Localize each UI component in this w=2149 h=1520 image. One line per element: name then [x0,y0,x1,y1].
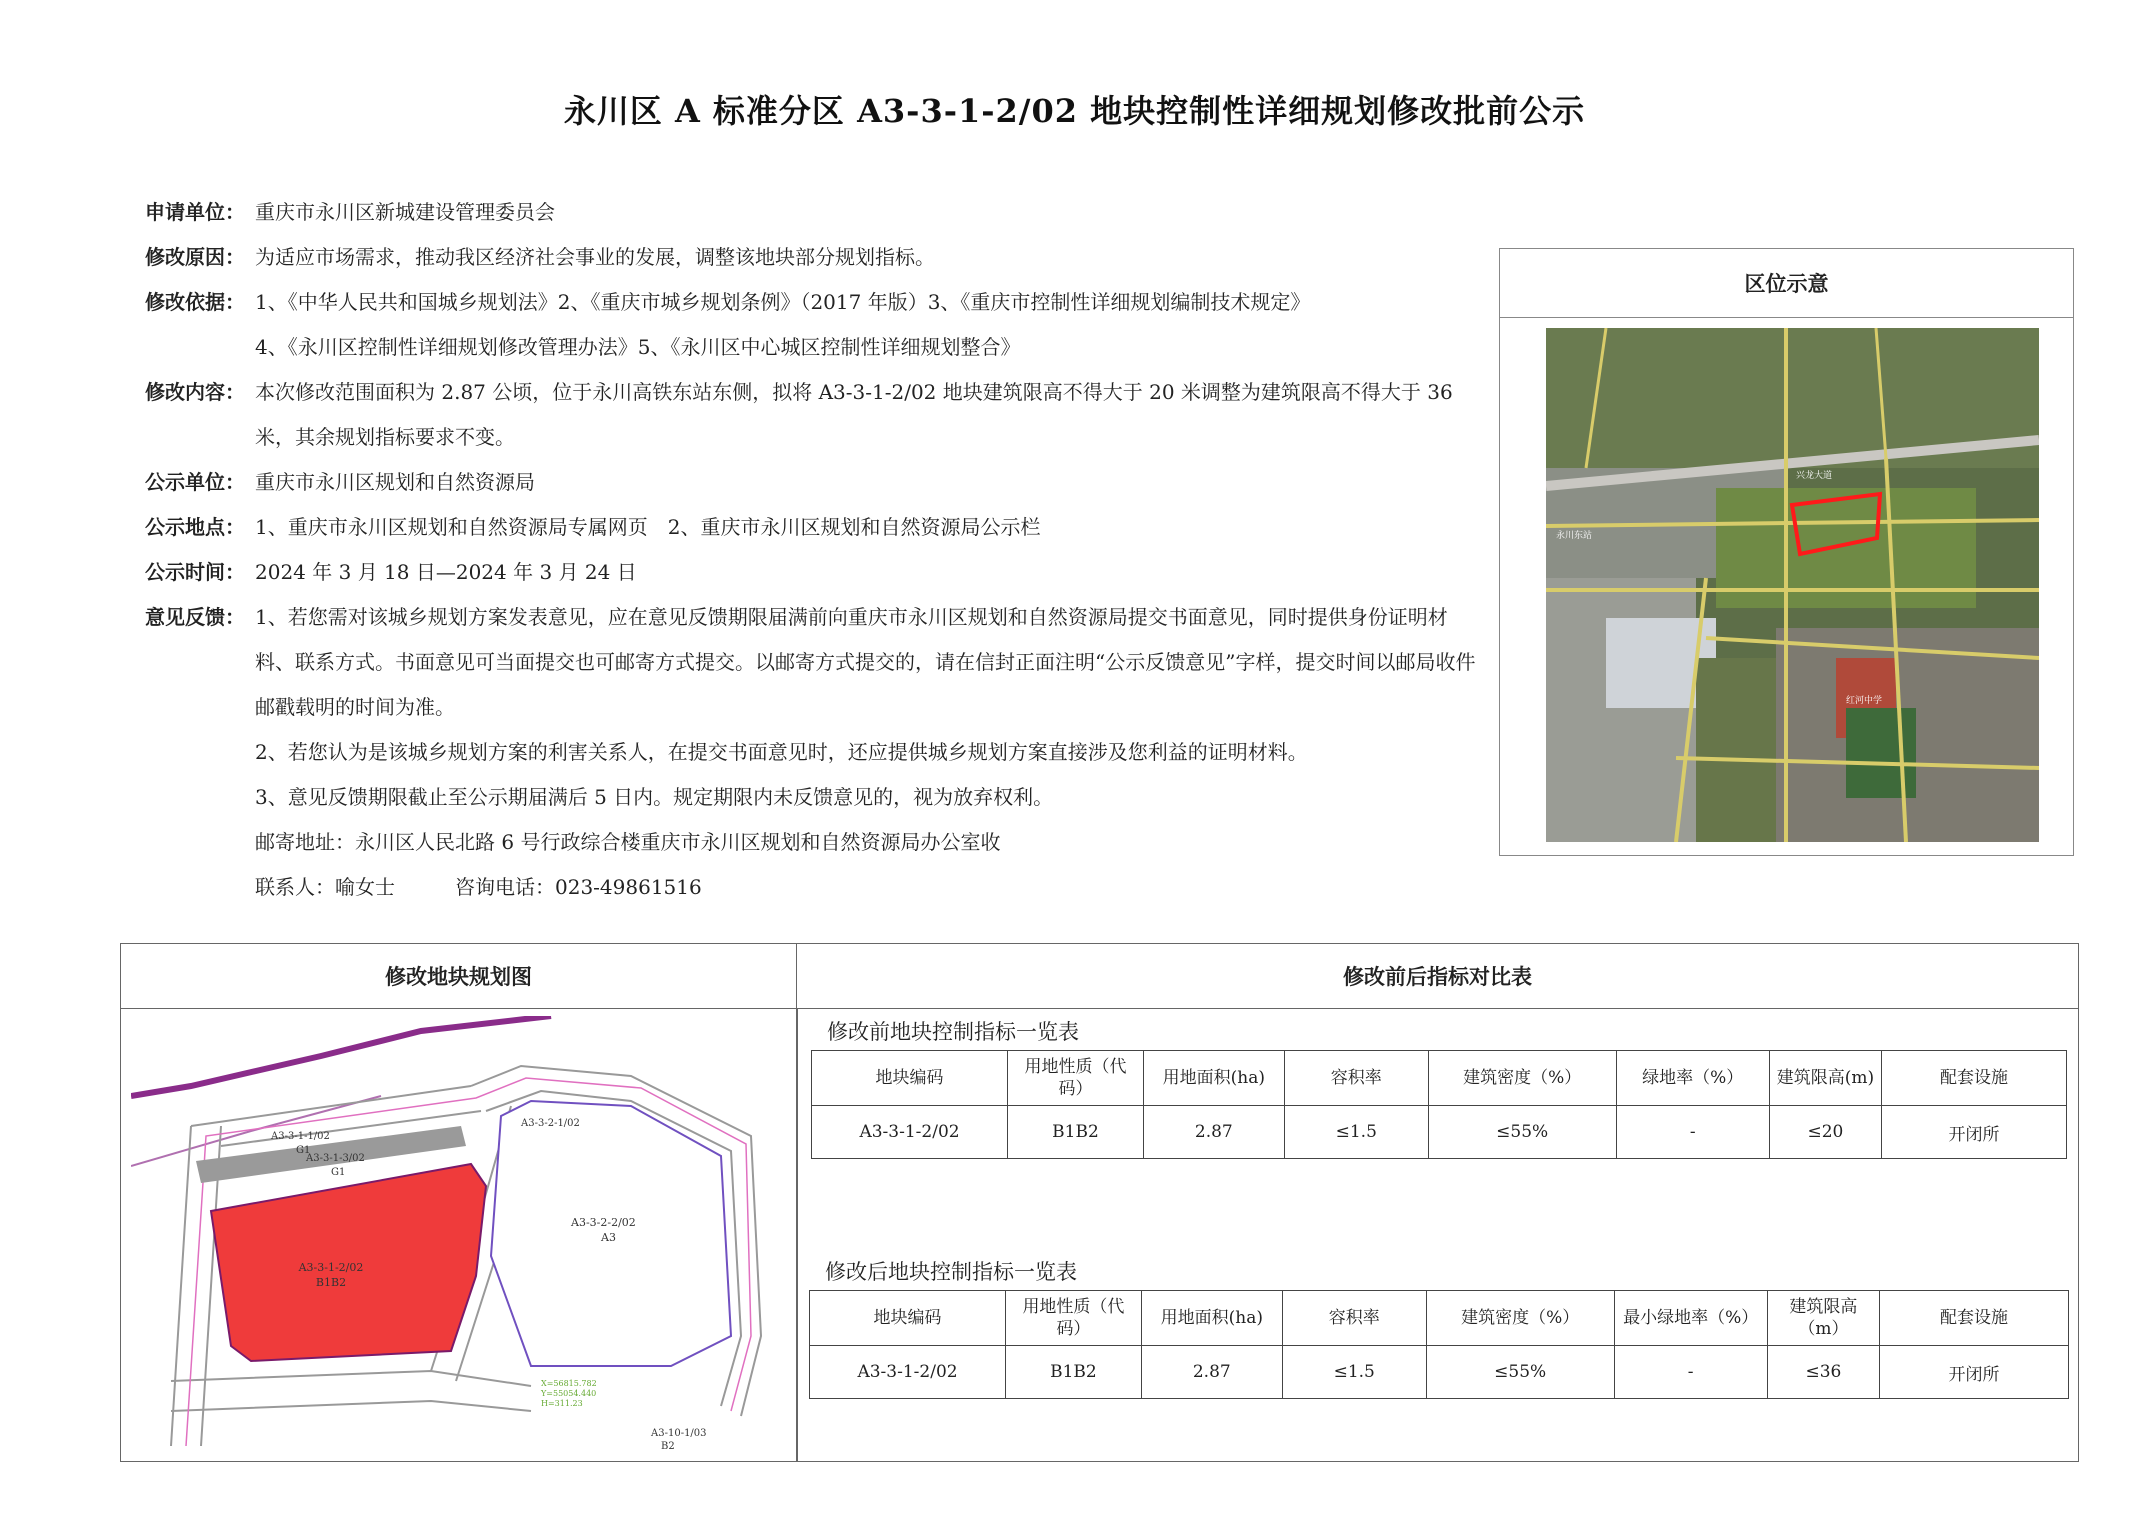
plan-label-main-use: B1B2 [315,1276,347,1289]
data-cell: A3-3-1-2/02 [810,1346,1006,1399]
location-label: 公示地点： [145,515,245,539]
header-cell: 地块编码 [812,1051,1008,1106]
time-value: 2024 年 3 月 18 日—2024 年 3 月 24 日 [255,560,637,584]
plan-label-e: A3-10-1/03 [651,1428,707,1439]
applicant-row [145,190,1485,235]
parcel-plan-drawing [131,1016,785,1453]
bottom-section [120,943,2079,1462]
after-header-row [810,1291,2069,1346]
feedback-value-3: 3、意见反馈期限截止至公示期届满后 5 日内。规定期限内未反馈意见的，视为放弃权利。 [255,785,1054,809]
map-label-station: 永川东站 [1556,531,1593,541]
content-row [145,370,1485,460]
data-cell: A3-3-1-2/02 [812,1106,1008,1159]
header-cell: 用地面积(ha) [1143,1051,1284,1106]
plan-header: 修改地块规划图 [121,944,797,1009]
data-cell: 2.87 [1141,1346,1282,1399]
data-cell: 开闭所 [1882,1106,2067,1159]
header-cell: 用地性质（代码） [1006,1291,1142,1346]
applicant-value: 重庆市永川区新城建设管理委员会 [255,200,555,224]
data-cell: ≤1.5 [1284,1106,1428,1159]
before-data-row [812,1106,2067,1159]
feedback-row-2 [145,730,1485,775]
plan-label-b-use: G1 [331,1167,346,1178]
feedback-value-1: 1、若您需对该城乡规划方案发表意见，应在意见反馈期限届满前向重庆市永川区规划和自然资源局提交书面意见，同时提供身份证明材料、联系方式。书面意见可当面提交也可邮寄方式提交。以邮寄方式提交的，请在信封正面注明“公示反馈意见”字样，提交时间以邮局收件邮戳载明的时间为准。 [255,605,1476,719]
before-header-row [812,1051,2067,1106]
plan-label-c: A3-3-2-2/02 [571,1216,636,1229]
data-cell: 开闭所 [1880,1346,2069,1399]
feedback-row [145,595,1485,730]
data-cell: - [1616,1106,1769,1159]
plan-coord-2: Y=55054.440 [541,1389,597,1398]
plan-label-d: A3-3-2-1/02 [521,1118,580,1129]
map-label-school: 红河中学 [1846,696,1883,706]
data-cell: ≤36 [1767,1346,1879,1399]
plan-coord-1: X=56815.782 [541,1379,597,1388]
header-cell: 绿地率（%） [1616,1051,1769,1106]
feedback-value-2: 2、若您认为是该城乡规划方案的利害关系人，在提交书面意见时，还应提供城乡规划方案直接涉及您利益的证明材料。 [255,740,1308,764]
header-cell: 配套设施 [1882,1051,2067,1106]
plan-label-c-use: A3 [601,1231,616,1244]
data-cell: ≤55% [1426,1346,1614,1399]
plan-coord-3: H=311.23 [541,1399,583,1408]
plan-label-a: A3-3-1-1/02 [271,1131,330,1142]
notice-info [145,190,1485,910]
location-row [145,505,1485,550]
location-map-panel [1499,248,2074,856]
data-cell: 2.87 [1143,1106,1284,1159]
basis-value-2: 4、《永川区控制性详细规划修改管理办法》5、《永川区中心城区控制性详细规划整合》 [255,335,1021,359]
reason-label: 修改原因： [145,245,245,269]
mail-row [145,820,1485,865]
mail-address: 邮寄地址：永川区人民北路 6 号行政综合楼重庆市永川区规划和自然资源局办公室收 [255,830,1001,854]
content-label: 修改内容： [145,380,245,404]
after-table-caption: 修改后地块控制指标一览表 [825,1260,1077,1284]
basis-label: 修改依据： [145,290,245,314]
data-cell: B1B2 [1006,1346,1142,1399]
section-divider [796,1008,798,1461]
header-cell: 建筑限高(m) [1769,1051,1881,1106]
publisher-row [145,460,1485,505]
basis-value-1: 1、《中华人民共和国城乡规划法》2、《重庆市城乡规划条例》（2017 年版）3、《重庆市控制性详细规划编制技术规定》 [255,290,1311,314]
plan-label-main: A3-3-1-2/02 [298,1261,364,1274]
header-cell: 最小绿地率（%） [1614,1291,1767,1346]
before-table-caption: 修改前地块控制指标一览表 [827,1020,1079,1044]
time-row [145,550,1485,595]
header-cell: 建筑限高（m） [1767,1291,1879,1346]
header-cell: 容积率 [1282,1291,1426,1346]
contact-row [145,865,1485,910]
map-label-road: 兴龙大道 [1796,471,1833,481]
after-data-row [810,1346,2069,1399]
feedback-label: 意见反馈： [145,605,245,629]
after-indicator-table [809,1290,2069,1399]
header-cell: 用地性质（代码） [1008,1051,1144,1106]
plan-label-b: A3-3-1-3/02 [306,1153,365,1164]
header-cell: 地块编码 [810,1291,1006,1346]
plan-label-e-use: B2 [661,1441,675,1452]
compare-header: 修改前后指标对比表 [797,944,2078,1009]
feedback-row-3 [145,775,1485,820]
reason-value: 为适应市场需求，推动我区经济社会事业的发展，调整该地块部分规划指标。 [255,245,935,269]
before-indicator-table [811,1050,2067,1159]
basis-row [145,280,1485,325]
publisher-label: 公示单位： [145,470,245,494]
time-label: 公示时间： [145,560,245,584]
header-cell: 建筑密度（%） [1426,1291,1614,1346]
header-cell: 配套设施 [1880,1291,2069,1346]
header-cell: 建筑密度（%） [1428,1051,1616,1106]
publisher-value: 重庆市永川区规划和自然资源局 [255,470,535,494]
applicant-label: 申请单位： [145,200,245,224]
header-cell: 容积率 [1284,1051,1428,1106]
contact-info: 联系人：喻女士 咨询电话：023-49861516 [255,875,702,899]
data-cell: ≤1.5 [1282,1346,1426,1399]
location-value: 1、重庆市永川区规划和自然资源局专属网页 2、重庆市永川区规划和自然资源局公示栏 [255,515,1041,539]
data-cell: ≤20 [1769,1106,1881,1159]
data-cell: ≤55% [1428,1106,1616,1159]
data-cell: B1B2 [1008,1106,1144,1159]
data-cell: - [1614,1346,1767,1399]
plan-label-a-use: G1 [296,1145,311,1156]
reason-row [145,235,1485,280]
satellite-map [1546,328,2039,842]
header-cell: 用地面积(ha) [1141,1291,1282,1346]
location-map-header: 区位示意 [1500,249,2073,318]
page-title: 永川区 A 标准分区 A3-3-1-2/02 地块控制性详细规划修改批前公示 [563,92,1586,130]
basis-row-2 [145,325,1485,370]
content-value: 本次修改范围面积为 2.87 公顷，位于永川高铁东站东侧，拟将 A3-3-1-2/02 地块建筑限高不得大于 20 米调整为建筑限高不得大于 36 米，其余规划指标要求不变。 [255,380,1453,449]
plan-svg [131,1016,785,1453]
